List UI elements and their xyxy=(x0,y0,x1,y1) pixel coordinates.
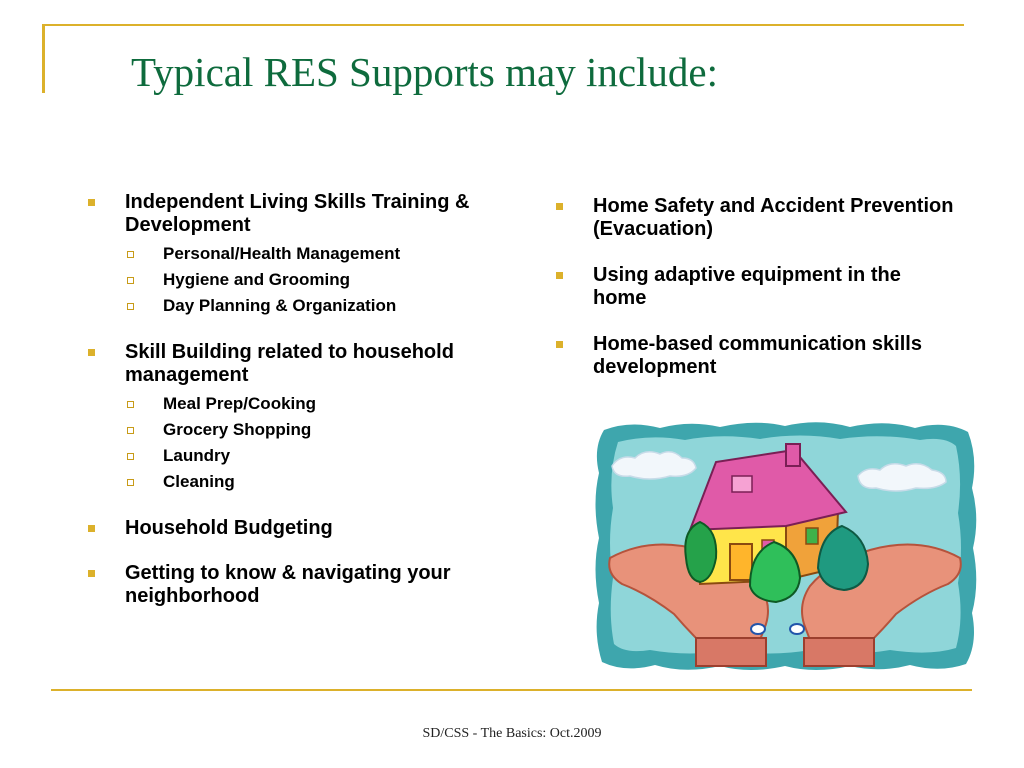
bullet-home-safety xyxy=(555,195,955,241)
sub-list xyxy=(125,391,497,495)
bullet-text: Independent Living Skills Training & Development xyxy=(125,191,470,236)
cufflink xyxy=(751,624,765,634)
hands-holding-house-icon xyxy=(590,418,980,674)
bullet-text: Household Budgeting xyxy=(125,517,333,539)
roof-window xyxy=(732,476,752,492)
sub-item: Meal Prep/Cooking xyxy=(125,391,497,417)
bullet-text: Using adaptive equipment in the home xyxy=(593,264,901,309)
sub-item: Hygiene and Grooming xyxy=(125,267,497,293)
bullet-text: Getting to know & navigating your neighborhood xyxy=(125,562,451,607)
top-rule xyxy=(42,24,964,26)
sub-item: Day Planning & Organization xyxy=(125,293,497,319)
bottom-rule xyxy=(51,689,972,691)
bullet-text: Home-based communication skills development xyxy=(593,333,922,378)
bullet-household-budgeting xyxy=(87,517,497,540)
sub-item: Personal/Health Management xyxy=(125,241,497,267)
right-bullet-list xyxy=(555,195,955,402)
bullet-neighborhood xyxy=(87,562,497,608)
left-bullet-list xyxy=(87,191,497,630)
left-cuff xyxy=(696,638,766,666)
sub-item: Cleaning xyxy=(125,469,497,495)
bullet-communication-skills xyxy=(555,333,955,379)
house-door xyxy=(730,544,752,580)
bullet-text: Skill Building related to household management xyxy=(125,341,454,386)
chimney xyxy=(786,444,800,466)
slide-title: Typical RES Supports may include: xyxy=(131,49,719,95)
bullet-skill-building xyxy=(87,341,497,495)
cufflink xyxy=(790,624,804,634)
shrub xyxy=(685,522,716,582)
bullet-text: Home Safety and Accident Prevention (Evacuation) xyxy=(593,195,954,240)
right-cuff xyxy=(804,638,874,666)
sub-item: Laundry xyxy=(125,443,497,469)
sub-list xyxy=(125,241,497,319)
sub-item: Grocery Shopping xyxy=(125,417,497,443)
bullet-adaptive-equipment xyxy=(555,264,955,310)
house-window xyxy=(806,528,818,544)
slide-footer: SD/CSS - The Basics: Oct.2009 xyxy=(422,726,602,741)
title-vertical-rule xyxy=(42,25,45,93)
bullet-independent-living xyxy=(87,191,497,319)
